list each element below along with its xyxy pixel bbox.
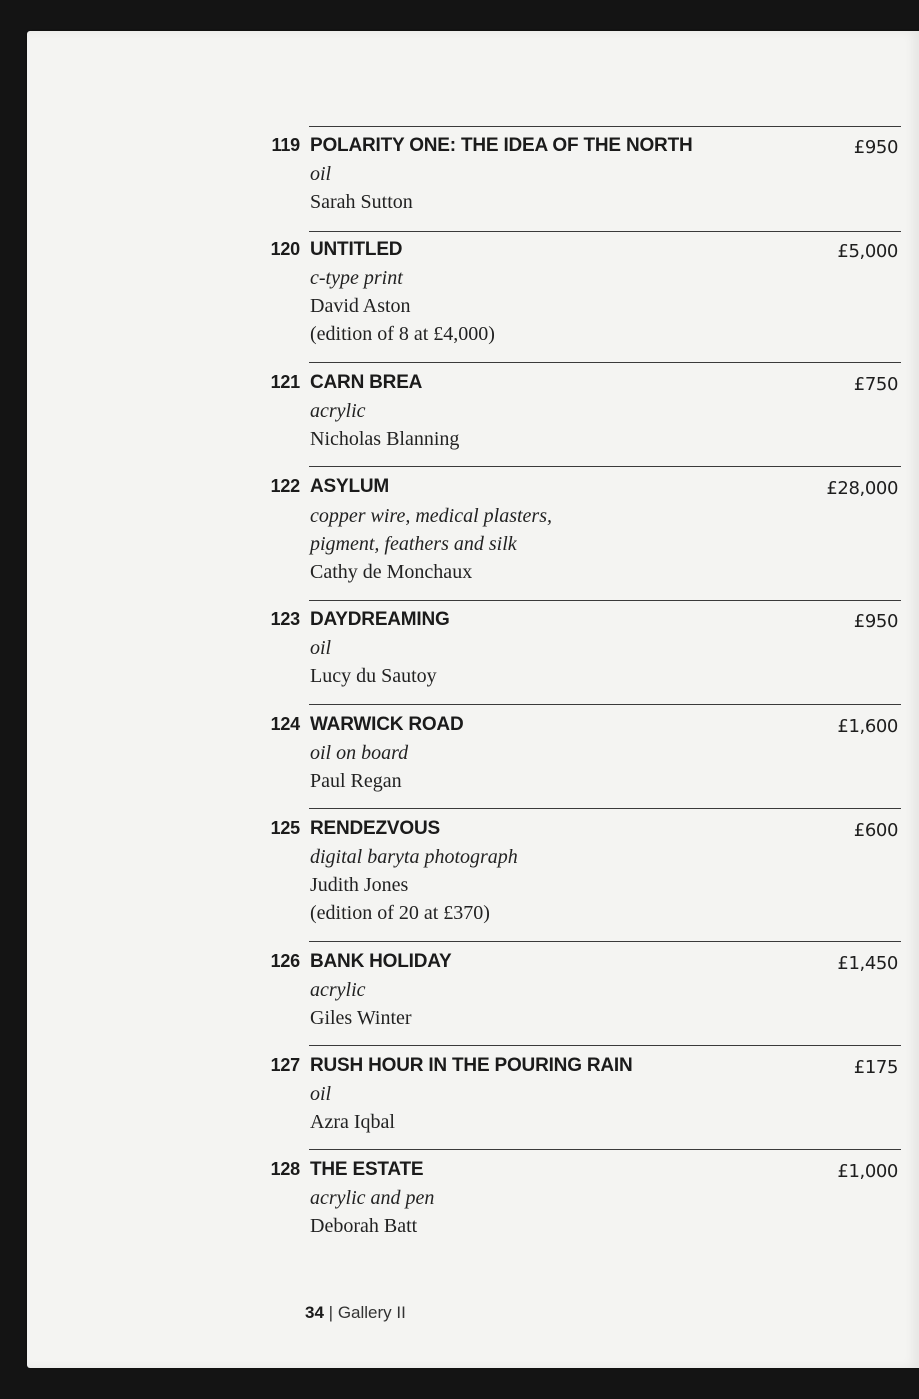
entry-price: £950 [853, 611, 898, 632]
entry-medium: acrylic [310, 400, 366, 422]
entry-medium: acrylic and pen [310, 1187, 435, 1209]
entry-artist: Giles Winter [310, 1007, 412, 1029]
entry-title: DAYDREAMING [310, 609, 450, 630]
entry-medium: oil [310, 637, 332, 659]
entry-price: £1,600 [837, 716, 898, 737]
entry-medium: pigment, feathers and silk [310, 533, 517, 555]
entry-title: RUSH HOUR IN THE POURING RAIN [310, 1055, 633, 1076]
entry-artist: Deborah Batt [310, 1215, 418, 1237]
page-number: 34 [305, 1303, 324, 1322]
section-name: Gallery II [337, 1303, 406, 1322]
entry-medium: copper wire, medical plasters, [310, 505, 553, 527]
entry-number: 123 [270, 609, 300, 629]
entry-artist: Azra Iqbal [310, 1111, 395, 1133]
entry-medium: oil [310, 163, 332, 185]
entry-divider [309, 466, 901, 467]
entry-medium: acrylic [310, 979, 366, 1001]
entry-price: £600 [853, 820, 898, 841]
footer-separator: | [328, 1303, 334, 1322]
entry-title: ASYLUM [310, 476, 390, 497]
entry-title: BANK HOLIDAY [310, 951, 452, 972]
entry-price: £750 [853, 374, 898, 395]
entry-artist: Paul Regan [310, 770, 402, 792]
entry-number: 126 [270, 951, 300, 971]
entry-price: £1,000 [837, 1161, 898, 1182]
entry-artist: Sarah Sutton [310, 191, 413, 213]
entry-artist: Nicholas Blanning [310, 428, 460, 450]
entry-medium: digital baryta photograph [310, 846, 518, 868]
entry-number: 122 [270, 476, 300, 496]
entry-divider [309, 362, 901, 363]
entry-number: 121 [270, 372, 300, 392]
entry-price: £950 [853, 137, 898, 158]
entry-medium: c-type print [310, 267, 403, 289]
entry-number: 128 [270, 1159, 300, 1179]
entry-divider [309, 126, 901, 127]
entry-divider [309, 808, 901, 809]
entry-artist: Lucy du Sautoy [310, 665, 437, 687]
entry-title: RENDEZVOUS [310, 818, 440, 839]
entry-price: £5,000 [837, 241, 898, 262]
entry-title: POLARITY ONE: THE IDEA OF THE NORTH [310, 135, 693, 156]
entry-title: UNTITLED [310, 239, 403, 260]
entry-divider [309, 600, 901, 601]
entry-edition: (edition of 8 at £4,000) [310, 323, 495, 345]
entry-number: 125 [270, 818, 300, 838]
page-footer [305, 1303, 406, 1323]
entry-divider [309, 1149, 901, 1150]
entry-number: 120 [270, 239, 300, 259]
entry-artist: Judith Jones [310, 874, 409, 896]
entry-title: CARN BREA [310, 372, 423, 393]
entry-price: £28,000 [826, 478, 898, 499]
entry-divider [309, 941, 901, 942]
entry-number: 124 [270, 714, 300, 734]
entry-medium: oil [310, 1083, 332, 1105]
entry-artist: Cathy de Monchaux [310, 561, 473, 583]
entry-divider [309, 704, 901, 705]
entry-price: £1,450 [837, 953, 898, 974]
entry-divider [309, 1045, 901, 1046]
entry-divider [309, 231, 901, 232]
entry-number: 119 [271, 135, 300, 155]
entry-medium: oil on board [310, 742, 409, 764]
entry-price: £175 [853, 1057, 898, 1078]
entry-title: THE ESTATE [310, 1159, 424, 1180]
entry-title: WARWICK ROAD [310, 714, 464, 735]
entry-number: 127 [270, 1055, 300, 1075]
entry-edition: (edition of 20 at £370) [310, 902, 490, 924]
entry-artist: David Aston [310, 295, 411, 317]
